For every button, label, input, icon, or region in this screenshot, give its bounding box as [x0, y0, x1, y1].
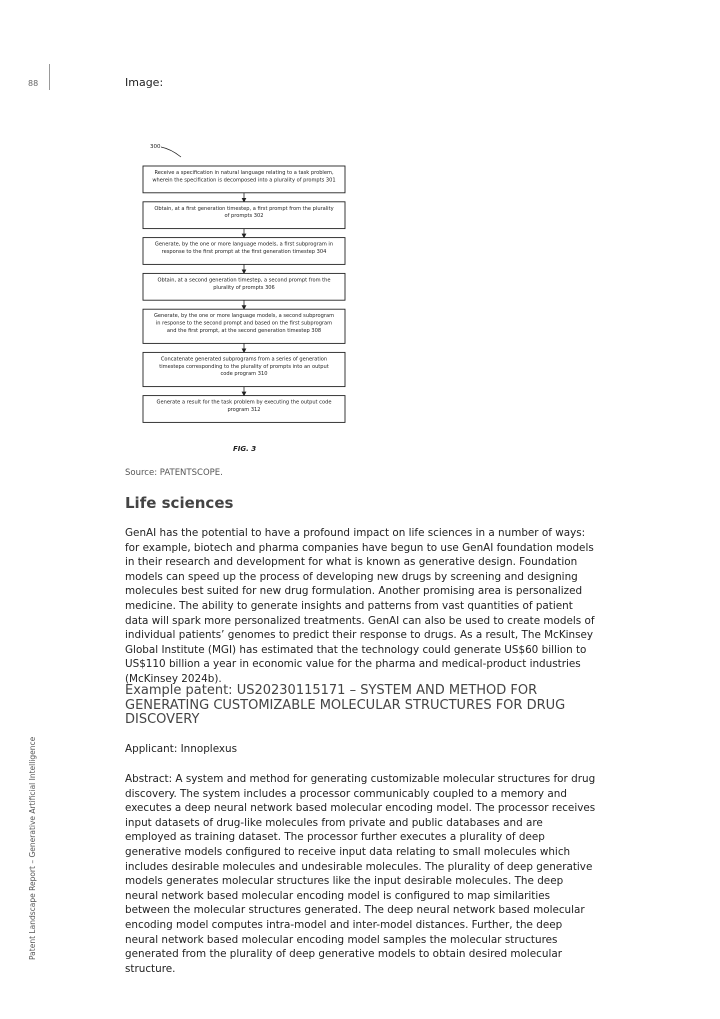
section-heading: Life sciences: [125, 494, 234, 512]
flowchart-box-text: wherein the specification is decomposed into a plurality of prompts 301: [152, 177, 336, 184]
flowchart-box-text: Obtain, at a second generation timestep, a second prompt from the: [157, 277, 331, 284]
flowchart-box-text: plurality of prompts 306: [213, 284, 275, 291]
flowchart-box-text: Generate a result for the task problem by executing the output code: [156, 399, 332, 406]
flowchart-box-text: Concatenate generated subprograms from a series of generation: [160, 356, 328, 363]
flowchart-box-text: timesteps corresponding to the plurality of prompts into an output: [159, 363, 329, 370]
flowchart-box-text: Generate, by the one or more language models, a first subprogram in: [154, 241, 334, 248]
flowchart-box-text: program 312: [227, 407, 261, 413]
flowchart-box-text: code program 310: [220, 371, 268, 378]
image-label: Image:: [125, 76, 164, 89]
figure-source: Source: PATENTSCOPE.: [125, 468, 223, 478]
patent-flowchart-figure: [125, 138, 385, 458]
example-patent-heading: Example patent: US20230115171 – SYSTEM AND METHOD FOR GENERATING CUSTOMIZABLE MOLECULAR STRUCTURES FOR DRUG DISCOVERY: [125, 683, 566, 728]
figure-ref-leader: [161, 147, 181, 157]
figure-caption: FIG. 3: [233, 445, 257, 453]
flowchart-box-text: of prompts 302: [224, 213, 264, 220]
page-number: 88: [28, 79, 39, 88]
flowchart-box-text: in response to the second prompt and based on the first subprogram: [155, 320, 333, 327]
flowchart-box-text: Generate, by the one or more language models, a second subprogram: [153, 313, 335, 320]
flowchart-svg: [125, 138, 385, 458]
applicant-line: Applicant: Innoplexus: [125, 743, 238, 755]
flowchart-box-text: Receive a specification in natural language relating to a task problem,: [154, 170, 334, 176]
page-divider: [49, 64, 50, 90]
figure-ref-number: 300: [150, 144, 161, 150]
abstract-paragraph: Abstract: A system and method for generating customizable molecular structures for drug discovery. The system includes a processor communicably coupled to a memory and executes a deep neural network based molecular encoding model. The processor receives input datasets of drug-like molecules from private and public databases and are employed as training dataset. The processor further executes a plurality of deep generative models configured to receive input data relating to small molecules which includes desirable molecules and undesirable molecules. The plurality of deep generative models generates molecular structures like the input desirable molecules. The deep neural network based molecular encoding model is configured to map similarities between the molecular structures generated. The deep neural network based molecular encoding model computes intra-model and inter-model distances. Further, the deep neural network based molecular encoding model samples the molecular structures generated from the plurality of deep generative models to obtain desired molecular structure.: [125, 773, 596, 975]
report-side-label: Patent Landscape Report – Generative Artificial Intelligence: [28, 736, 37, 960]
flowchart-box-text: and the first prompt, at the second generation timestep 308: [166, 328, 322, 334]
flowchart-box-text: Obtain, at a first generation timestep, a first prompt from the plurality: [154, 205, 334, 212]
flowchart-box-text: response to the first prompt at the first generation timestep 304: [161, 249, 327, 255]
section-paragraph: GenAI has the potential to have a profound impact on life sciences in a number of ways: for example, biotech and pharma companies have begun to use GenAI foundation models in their research and development for what is known as generative design. Foundation models can speed up the process of developing new drugs by screening and designing molecules best suited for new drug formulation. Another promising area is personalized medicine. The ability to generate insights and patterns from vast quantities of patient data will spark more personalized treatments. GenAI can also be used to create models of individual patients’ genomes to predict their response to drugs. As a result, The McKinsey Global Institute (MGI) has estimated that the technology could generate US$60 billion to US$110 billion a year in economic value for the pharma and medical-product industries (McKinsey 2024b).: [125, 527, 595, 685]
